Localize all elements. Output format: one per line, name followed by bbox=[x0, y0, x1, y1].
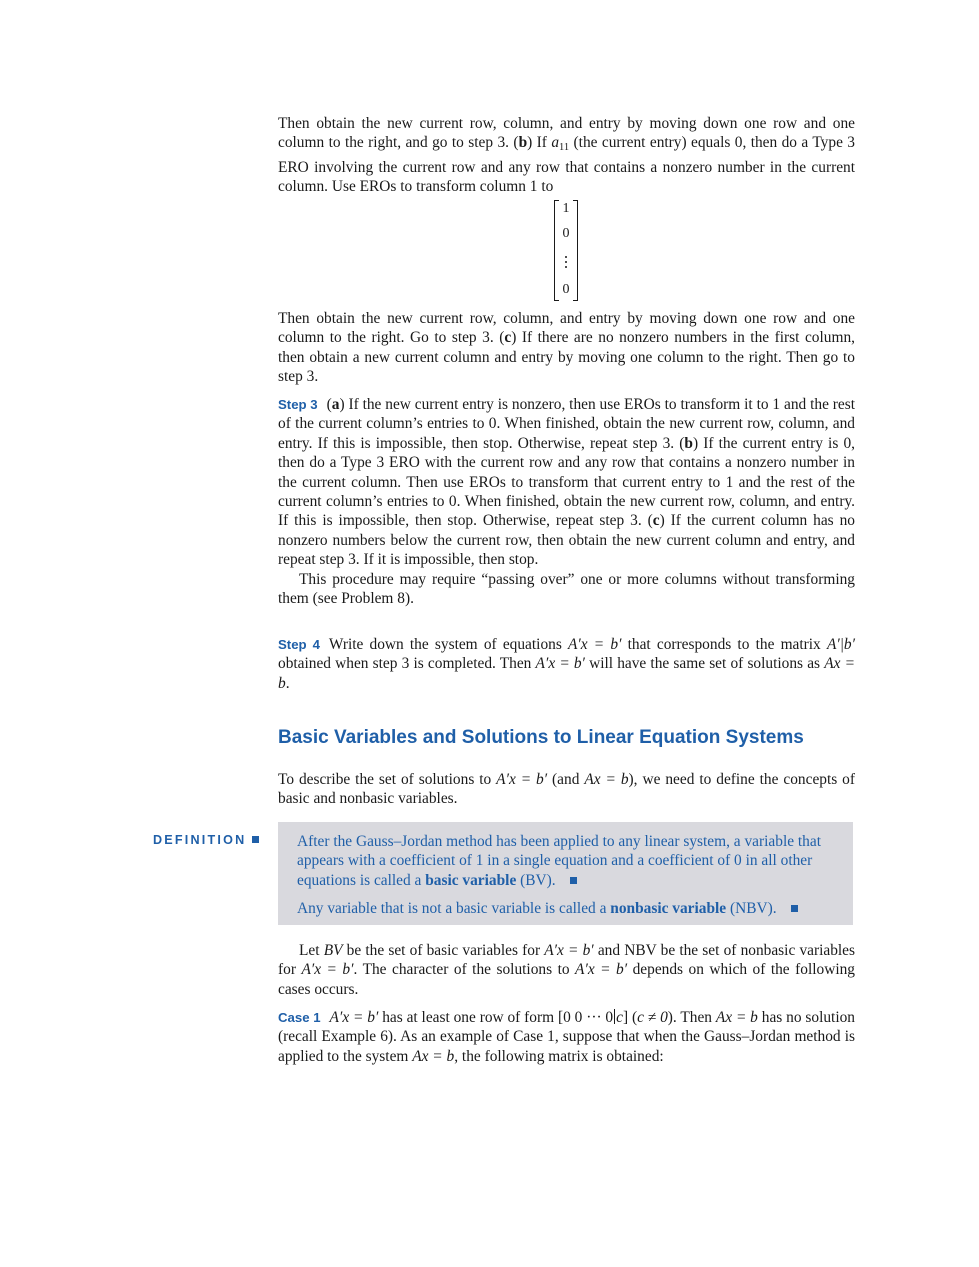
text: ) If the new current entry is nonzero, then use EROs to transform it to 1 and the rest of the current column’s entries to 0. When finished, obtain the new current row, column, and entry. If this is impossible, then stop. Otherwise, repeat step 3. ( bbox=[278, 396, 856, 452]
equation: A′x = b′ bbox=[568, 636, 622, 653]
text: ). Then bbox=[667, 1009, 716, 1026]
text: (BV). bbox=[516, 871, 556, 889]
text: be the set of basic variables for bbox=[342, 942, 545, 959]
equation: A′x = b′ bbox=[575, 961, 628, 979]
paragraph-bv-nbv bbox=[278, 941, 855, 999]
text: (and bbox=[547, 771, 585, 788]
item-label-c: c bbox=[504, 329, 512, 347]
subscript: 11 bbox=[559, 142, 570, 154]
paragraph-step2-c bbox=[278, 309, 855, 387]
section-heading: Basic Variables and Solutions to Linear Equation Systems bbox=[278, 727, 804, 748]
end-of-definition-icon bbox=[570, 877, 577, 884]
text: ) If bbox=[527, 134, 552, 152]
definition-nonbasic-variable bbox=[297, 899, 837, 918]
equation: Ax = b bbox=[715, 1009, 758, 1026]
text: , the following matrix is obtained: bbox=[454, 1047, 664, 1065]
text: ), we need to define the concepts of basic and nonbasic variables. bbox=[278, 771, 855, 808]
equation: Ax = b bbox=[278, 655, 855, 692]
step-3 bbox=[278, 395, 855, 608]
definition-basic-variable bbox=[297, 832, 837, 890]
item-label-b: b bbox=[518, 134, 528, 152]
item-label-c: c bbox=[652, 512, 660, 530]
augment-bar bbox=[614, 1009, 615, 1024]
text: . The character of the solutions to bbox=[353, 961, 576, 979]
case-1-label: Case 1 bbox=[278, 1010, 321, 1025]
text: depends on which of the following cases occurs. bbox=[278, 961, 855, 998]
equation: A′x = b′ bbox=[496, 771, 548, 788]
text: ] ( bbox=[622, 1009, 638, 1026]
equation: A′x = b′ bbox=[329, 1009, 379, 1026]
text: Write down the system of equations bbox=[328, 636, 569, 653]
square-bullet-icon bbox=[252, 836, 259, 843]
end-of-definition-icon bbox=[791, 905, 798, 912]
text: (the current entry) equals 0, then do a Type 3 ERO involving the current row and any row that contains a nonzero number in the current column. Use EROs to transform column 1 to bbox=[278, 134, 855, 196]
text: ) If the current entry is 0, then do a Type 3 ERO with the current row and any row that contains a nonzero number in the current column. Then use EROs to transform that current entry to 1 and the rest of the current column’s entries to 0. When finished, obtain the new current row, column, and entry. If this is impossible, then stop. Otherwise, repeat step 3. ( bbox=[278, 434, 855, 530]
definition-label bbox=[153, 833, 259, 847]
text: Let bbox=[299, 942, 324, 959]
equation: A′x = b′ bbox=[535, 655, 585, 673]
step-4 bbox=[278, 635, 855, 693]
paragraph-step2-continued bbox=[278, 114, 855, 197]
text: ) If the current column has no nonzero numbers below the current row, then obtain the new current column and entry, and repeat step 3. If it is impossible, then stop. bbox=[278, 512, 855, 569]
section-intro bbox=[278, 770, 855, 809]
text: After the Gauss–Jordan method has been applied to any linear system, a variable that appears with a coefficient of 1 in a single equation and a coefficient of 0 in all other equations is called a bbox=[297, 833, 821, 889]
text: ( bbox=[326, 396, 332, 413]
symbol-bv: BV bbox=[323, 942, 343, 959]
step-4-label: Step 4 bbox=[278, 637, 320, 652]
text: and NBV be the set of nonbasic variables for bbox=[278, 942, 856, 979]
text: will have the same set of solutions as bbox=[584, 655, 825, 673]
text: has at least one row of form [0 0 ··· 0 bbox=[378, 1009, 614, 1026]
condition: c ≠ 0 bbox=[637, 1009, 668, 1026]
step-3-label: Step 3 bbox=[278, 397, 318, 412]
term-basic-variable: basic variable bbox=[425, 871, 517, 889]
variable-a: a bbox=[551, 134, 560, 152]
definition-label-text: DEFINITION bbox=[153, 833, 247, 847]
text: obtained when step 3 is completed. Then bbox=[278, 655, 536, 673]
text: has no solution (recall Example 6). As an example of Case 1, suppose that when the Gauss–Jordan method is applied to the system bbox=[278, 1009, 855, 1065]
column-vector bbox=[554, 200, 578, 300]
equation: Ax = b bbox=[584, 771, 629, 788]
vertical-ellipsis bbox=[565, 256, 567, 271]
vector-entry-last: 0 bbox=[562, 282, 570, 297]
equation: Ax = b bbox=[412, 1047, 455, 1065]
case-1 bbox=[278, 1008, 855, 1066]
augmented-matrix: A′|b′ bbox=[826, 636, 855, 653]
item-label-a: a bbox=[331, 396, 340, 413]
text: that corresponds to the matrix bbox=[621, 636, 827, 653]
equation: A′x = b′ bbox=[544, 942, 594, 959]
text: . bbox=[285, 674, 290, 692]
text: Then obtain the new current row, column, and entry by moving down one row and one column to the right. Go to step 3. ( bbox=[278, 310, 855, 347]
text: (NBV). bbox=[726, 900, 777, 917]
text: Any variable that is not a basic variable is called a bbox=[297, 900, 611, 917]
vector-entry-1: 1 bbox=[562, 201, 570, 216]
equation: A′x = b′ bbox=[301, 961, 354, 979]
text: ) If there are no nonzero numbers in the first column, then obtain a new current column and entry by moving one column to the right. Then go to step 3. bbox=[278, 329, 855, 386]
step-3-note: This procedure may require “passing over” one or more columns without transforming them (see Problem 8). bbox=[278, 570, 855, 608]
vector-entry-2: 0 bbox=[562, 226, 570, 241]
text: To describe the set of solutions to bbox=[278, 771, 497, 788]
item-label-b: b bbox=[684, 434, 693, 452]
text: Then obtain the new current row, column, and entry by moving down one row and one column to the right, and go to step 3. ( bbox=[278, 115, 855, 152]
term-nonbasic-variable: nonbasic variable bbox=[610, 900, 727, 917]
symbol-c: c bbox=[616, 1009, 623, 1026]
